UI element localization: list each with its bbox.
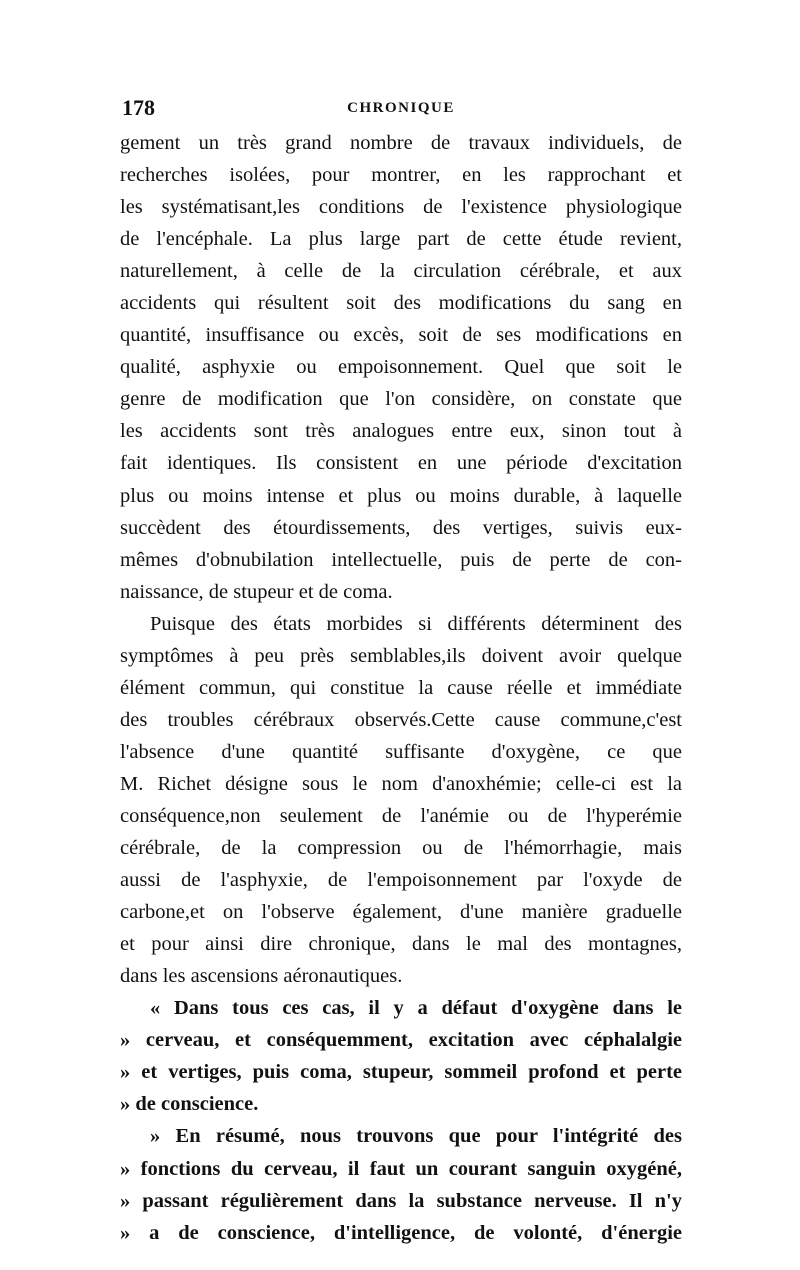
text-line: mêmes d'obnubilation intellectuelle, puis de perte de con- [120, 548, 682, 571]
text-line: dans les ascensions aéronautiques. [120, 965, 403, 988]
quotation [120, 992, 682, 1248]
text-line: carbone,et on l'observe également, d'une manière graduelle [120, 901, 682, 924]
text-line: M. Richet désigne sous le nom d'anoxhémie; celle-ci est la [120, 772, 682, 795]
text-line: fait identiques. Ils consistent en une période d'excitation [120, 452, 682, 475]
text-line: élément commun, qui constitue la cause réelle et immédiate [120, 676, 682, 699]
body-text [120, 127, 682, 1249]
text-line: aussi de l'asphyxie, de l'empoisonnement par l'oxyde de [120, 869, 682, 892]
page-number: 178 [122, 95, 155, 120]
text-line: conséquence,non seulement de l'anémie ou de l'hyperémie [120, 804, 682, 827]
text-line: de l'encéphale. La plus large part de cette étude revient, [120, 228, 682, 251]
running-head: CHRONIQUE [347, 100, 455, 116]
quote-line: » fonctions du cerveau, il faut un courant sanguin oxygéné, [120, 1157, 682, 1180]
text-line: les systématisant,les conditions de l'existence physiologique [120, 196, 682, 219]
text-line: gement un très grand nombre de travaux individuels, de [120, 132, 682, 154]
quote-line: » cerveau, et conséquemment, excitation avec céphalalgie [120, 1029, 682, 1052]
quote-line: » passant régulièrement dans la substance nerveuse. Il n'y [120, 1189, 682, 1212]
quote-line: » a de conscience, d'intelligence, de volonté, d'énergie [120, 1221, 682, 1244]
text-line: l'absence d'une quantité suffisante d'oxygène, ce que [120, 740, 682, 763]
paragraph-2 [120, 608, 682, 993]
text-line: naissance, de stupeur et de coma. [120, 580, 393, 603]
text-line: accidents qui résultent soit des modifications du sang en [120, 292, 682, 315]
text-line: quantité, insuffisance ou excès, soit de ses modifications en [120, 324, 682, 347]
quote-line: » et vertiges, puis coma, stupeur, sommeil profond et perte [120, 1061, 682, 1084]
text-line: des troubles cérébraux observés.Cette cause commune,c'est [120, 708, 682, 731]
text-line: Puisque des états morbides si différents déterminent des [150, 612, 682, 635]
paragraph-1 [120, 127, 682, 608]
text-line: plus ou moins intense et plus ou moins durable, à laquelle [120, 484, 682, 507]
text-line: recherches isolées, pour montrer, en les rapprochant et [120, 164, 682, 187]
text-line: cérébrale, de la compression ou de l'hémorrhagie, mais [120, 837, 682, 860]
quote-line: » de conscience. [120, 1093, 259, 1116]
text-line: symptômes à peu près semblables,ils doivent avoir quelque [120, 644, 682, 667]
quote-line: « Dans tous ces cas, il y a défaut d'oxygène dans le [150, 997, 682, 1020]
text-line: et pour ainsi dire chronique, dans le mal des montagnes, [120, 933, 682, 956]
text-line: naturellement, à celle de la circulation cérébrale, et aux [120, 260, 682, 283]
text-line: qualité, asphyxie ou empoisonnement. Quel que soit le [120, 356, 682, 379]
text-line: succèdent des étourdissements, des vertiges, suivis eux- [120, 516, 682, 539]
text-line: genre de modification que l'on considère, on constate que [120, 388, 682, 411]
page-header [122, 96, 680, 120]
quote-line: » En résumé, nous trouvons que pour l'intégrité des [150, 1125, 682, 1148]
text-line: les accidents sont très analogues entre eux, sinon tout à [120, 420, 682, 443]
